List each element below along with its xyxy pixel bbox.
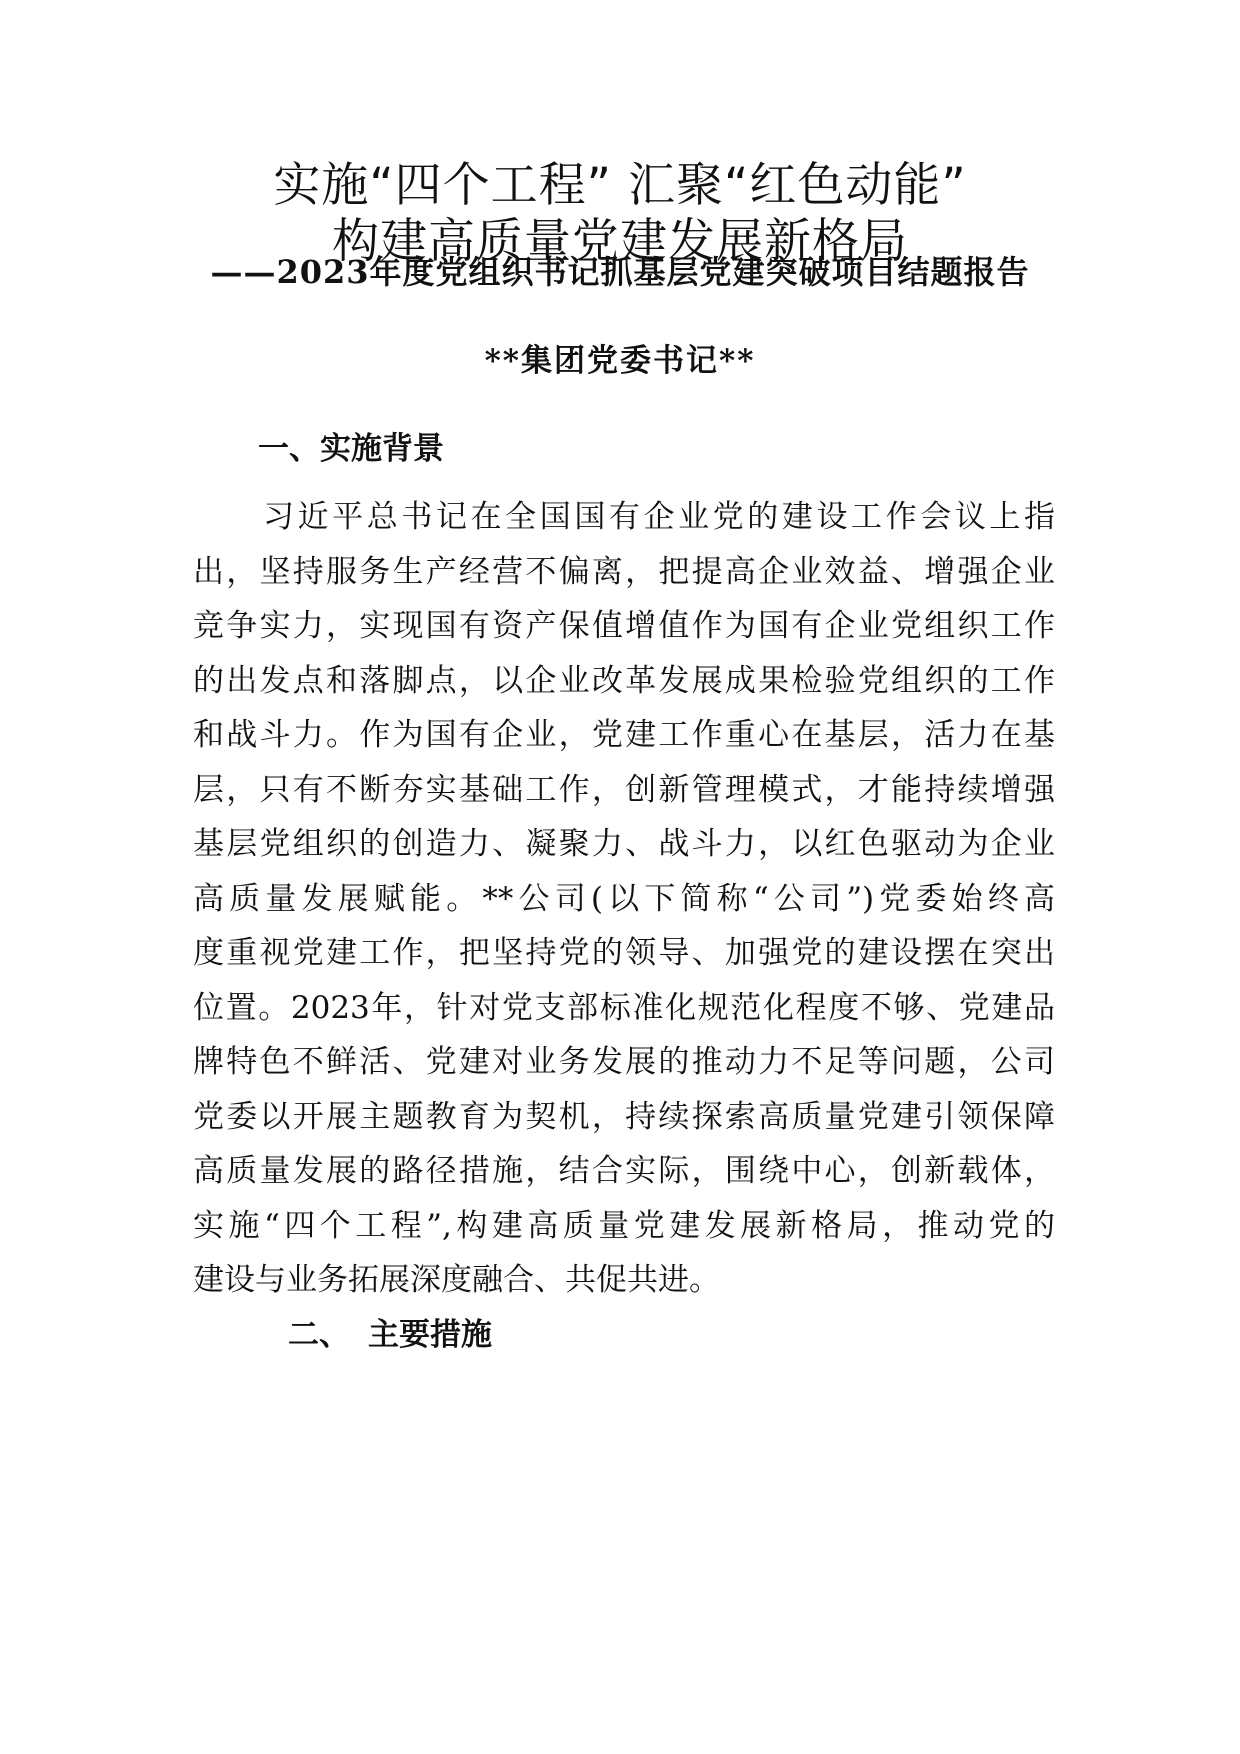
body-line: 党委以开展主题教育为契机，持续探索高质量党建引领保障 <box>193 1098 1055 1135</box>
section-1-heading: 一、实施背景 <box>258 431 444 467</box>
body-line: 牌特色不鲜活、党建对业务发展的推动力不足等问题，公司 <box>193 1044 1055 1080</box>
section-1-body <box>193 490 1055 1308</box>
body-line: 的出发点和落脚点，以企业改革发展成果检验党组织的工作 <box>193 662 1055 699</box>
body-line: 高质量发展的路径措施，结合实际，围绕中心，创新载体， <box>193 1153 1055 1189</box>
section-2-heading <box>288 1317 492 1353</box>
body-line: 实施“四个工程”,构建高质量党建发展新格局，推动党的 <box>193 1207 1055 1244</box>
body-line: 习近平总书记在全国国有企业党的建设工作会议上指 <box>263 499 1055 535</box>
body-line: 基层党组织的创造力、凝聚力、战斗力，以红色驱动为企业 <box>193 826 1055 862</box>
body-line: 出，坚持服务生产经营不偏离，把提高企业效益、增强企业 <box>193 553 1055 590</box>
body-line: 建设与业务拓展深度融合、共促共进。 <box>193 1262 720 1298</box>
body-line: 度重视党建工作，把坚持党的领导、加强党的建设摆在突出 <box>193 935 1055 971</box>
body-line: 竞争实力，实现国有资产保值增值作为国有企业党组织工作 <box>193 608 1055 644</box>
section-2-number: 二、 <box>288 1317 350 1353</box>
author-line: **集团党委书记** <box>484 343 756 379</box>
body-line: 层，只有不断夯实基础工作，创新管理模式，才能持续增强 <box>193 771 1055 808</box>
body-line: 位置。2023年，针对党支部标准化规范化程度不够、党建品 <box>193 989 1055 1026</box>
subtitle: ——2023年度党组织书记抓基层党建突破项目结题报告 <box>210 253 1030 291</box>
title-line-1: 实施“四个工程” 汇聚“红色动能” <box>273 158 967 213</box>
body-line: 和战斗力。作为国有企业，党建工作重心在基层，活力在基 <box>193 717 1055 753</box>
body-line: 高质量发展赋能。**公司(以下简称“公司”)党委始终高 <box>193 880 1055 917</box>
title-line-2: 构建高质量党建发展新格局 <box>332 214 908 269</box>
section-2-title: 主要措施 <box>368 1317 492 1353</box>
